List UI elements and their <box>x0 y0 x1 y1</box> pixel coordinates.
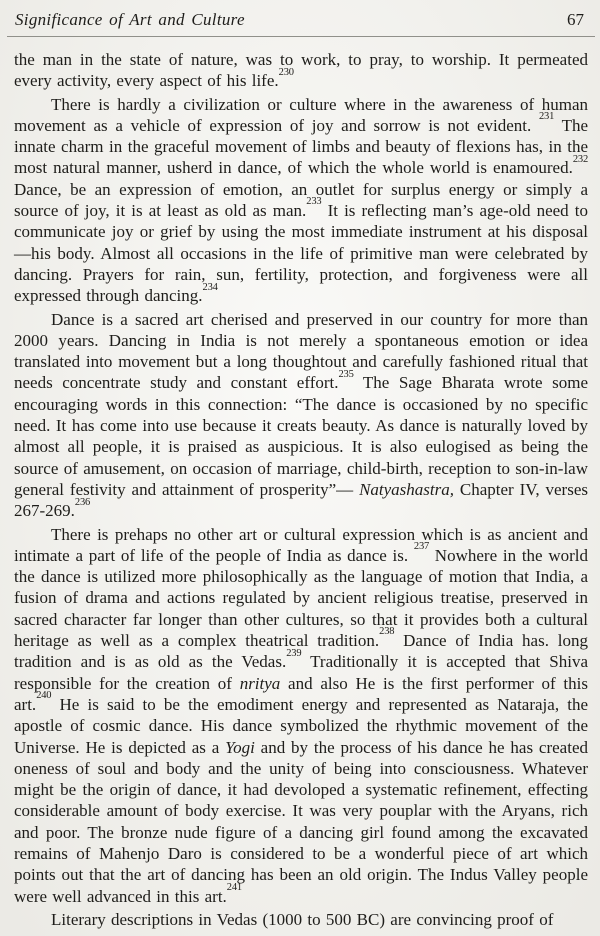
footnote-reference: 230 <box>278 66 294 78</box>
footnote-reference: 235 <box>338 368 354 380</box>
text-run: Traditionally it is accepted that Shiva responsible for the creation of <box>14 652 588 693</box>
text-run: It is reflecting man’s age-old need to communicate joy or grief by using the most immediate instrument at his disposal—his body. Almost all occasions in the life of primitive man were celebrated by dancing. Prayers for rain, sun, fertility, protection, and forgiveness were all expressed through dancing. <box>14 201 588 306</box>
text-run: the man in the state of nature, was to work, to pray, to worship. It permeated every activity, every aspect of his life. <box>14 50 588 91</box>
footnote-reference: 236 <box>74 496 91 508</box>
italic-term: Yogi <box>225 737 255 757</box>
running-title: Significance of Art and Culture <box>15 10 245 29</box>
text-run: Dance of India has. long tradition and is as old as the Vedas. <box>14 631 588 672</box>
footnote-reference: 233 <box>306 196 322 208</box>
footnote-reference: 234 <box>202 281 218 293</box>
paragraph <box>14 309 588 522</box>
text-run: Nowhere in the world the dance is utilized more philosophically as the language of motion that India, a fusion of drama and actions regulated by ancient religious treatise, preserved in sacred character far longer than other cultures, so that it provides both a cultural heritage as well as a complex theatrical tradition. <box>14 545 588 651</box>
text-run: and by the process of his dance he has created oneness of soul and body and the unity of being into consciousness. Whatever might be the origin of dance, it had devoloped a systematic refinement, effecting considerable amount of body exercise. It was very pouplar with the Aryans, rich and poor. The bronze nude figure of a dancing girl found among the excavated remains of Mahenjo Daro is considered to be a wonderful piece of art which points out that the art of dancing has been an old origin. The Indus Valley people were well advanced in this art. <box>14 737 588 906</box>
footnote-reference: 240 <box>36 690 52 702</box>
footnote-reference: 241 <box>226 881 242 893</box>
footnote-reference: 238 <box>379 626 395 638</box>
paragraph <box>14 49 588 92</box>
text-run: Literary descriptions in Vedas (1000 to 500 BC) are convincing proof of <box>51 909 554 929</box>
text-run: There is prehaps no other art or cultural expression which is as ancient and intimate a part of life of the people of India as dance is. <box>14 524 588 565</box>
footnote-reference: 237 <box>413 541 430 553</box>
text-run: and also He is the first performer of this art. <box>14 673 588 714</box>
page-number: 67 <box>567 10 584 29</box>
paragraph <box>14 94 588 307</box>
text-run: The innate charm in the graceful movement of limbs and beauty of flexions has, in the most natural manner, usherd in dance, of which the whole world is enamoured. <box>14 115 588 178</box>
text-run: The Sage Bharata wrote some encouraging words in this connection: “The dance is occasioned by no specific need. It has come into use because it creats beauty. As dance is naturally loved by almost all people, it is praised as auspicious. It is also eulogised as being the source of amusement, on occasion of marriage, child-birth, reception to son-in-law general festivity and attainment of prosperity”— <box>14 373 588 499</box>
footnote-reference: 231 <box>538 111 555 123</box>
footnote-reference: 232 <box>572 153 588 165</box>
paragraph <box>14 909 588 930</box>
footnote-reference: 239 <box>286 647 302 659</box>
text-run: He is said to be the emodiment energy and represented as Nataraja, the apostle of cosmic dance. His dance symbolized the rhythmic movement of the Universe. He is depicted as a <box>14 694 588 757</box>
paragraph <box>14 524 588 907</box>
text-run: Dance, be an expression of emotion, an outlet for surplus energy or simply a source of joy, it is at least as old as man. <box>14 179 588 221</box>
text-run: Dance is a sacred art cherised and preserved in our country for more than 2000 years. Dancing in India is not merely a spontaneous emotion or idea translated into movement but a long thoughtout and carefully fashioned ritual that needs concentrate study and constant effort. <box>14 309 588 393</box>
text-run: There is hardly a civilization or culture where in the awareness of human movement as a vehicle of expression of joy and sorrow is not evident. <box>14 94 588 135</box>
page-header <box>0 0 600 30</box>
body-text <box>0 37 600 930</box>
text-run: Chapter IV, verses 267-269. <box>14 479 588 521</box>
italic-term: nritya <box>239 673 281 693</box>
italic-term: Natyashastra, <box>359 479 454 499</box>
